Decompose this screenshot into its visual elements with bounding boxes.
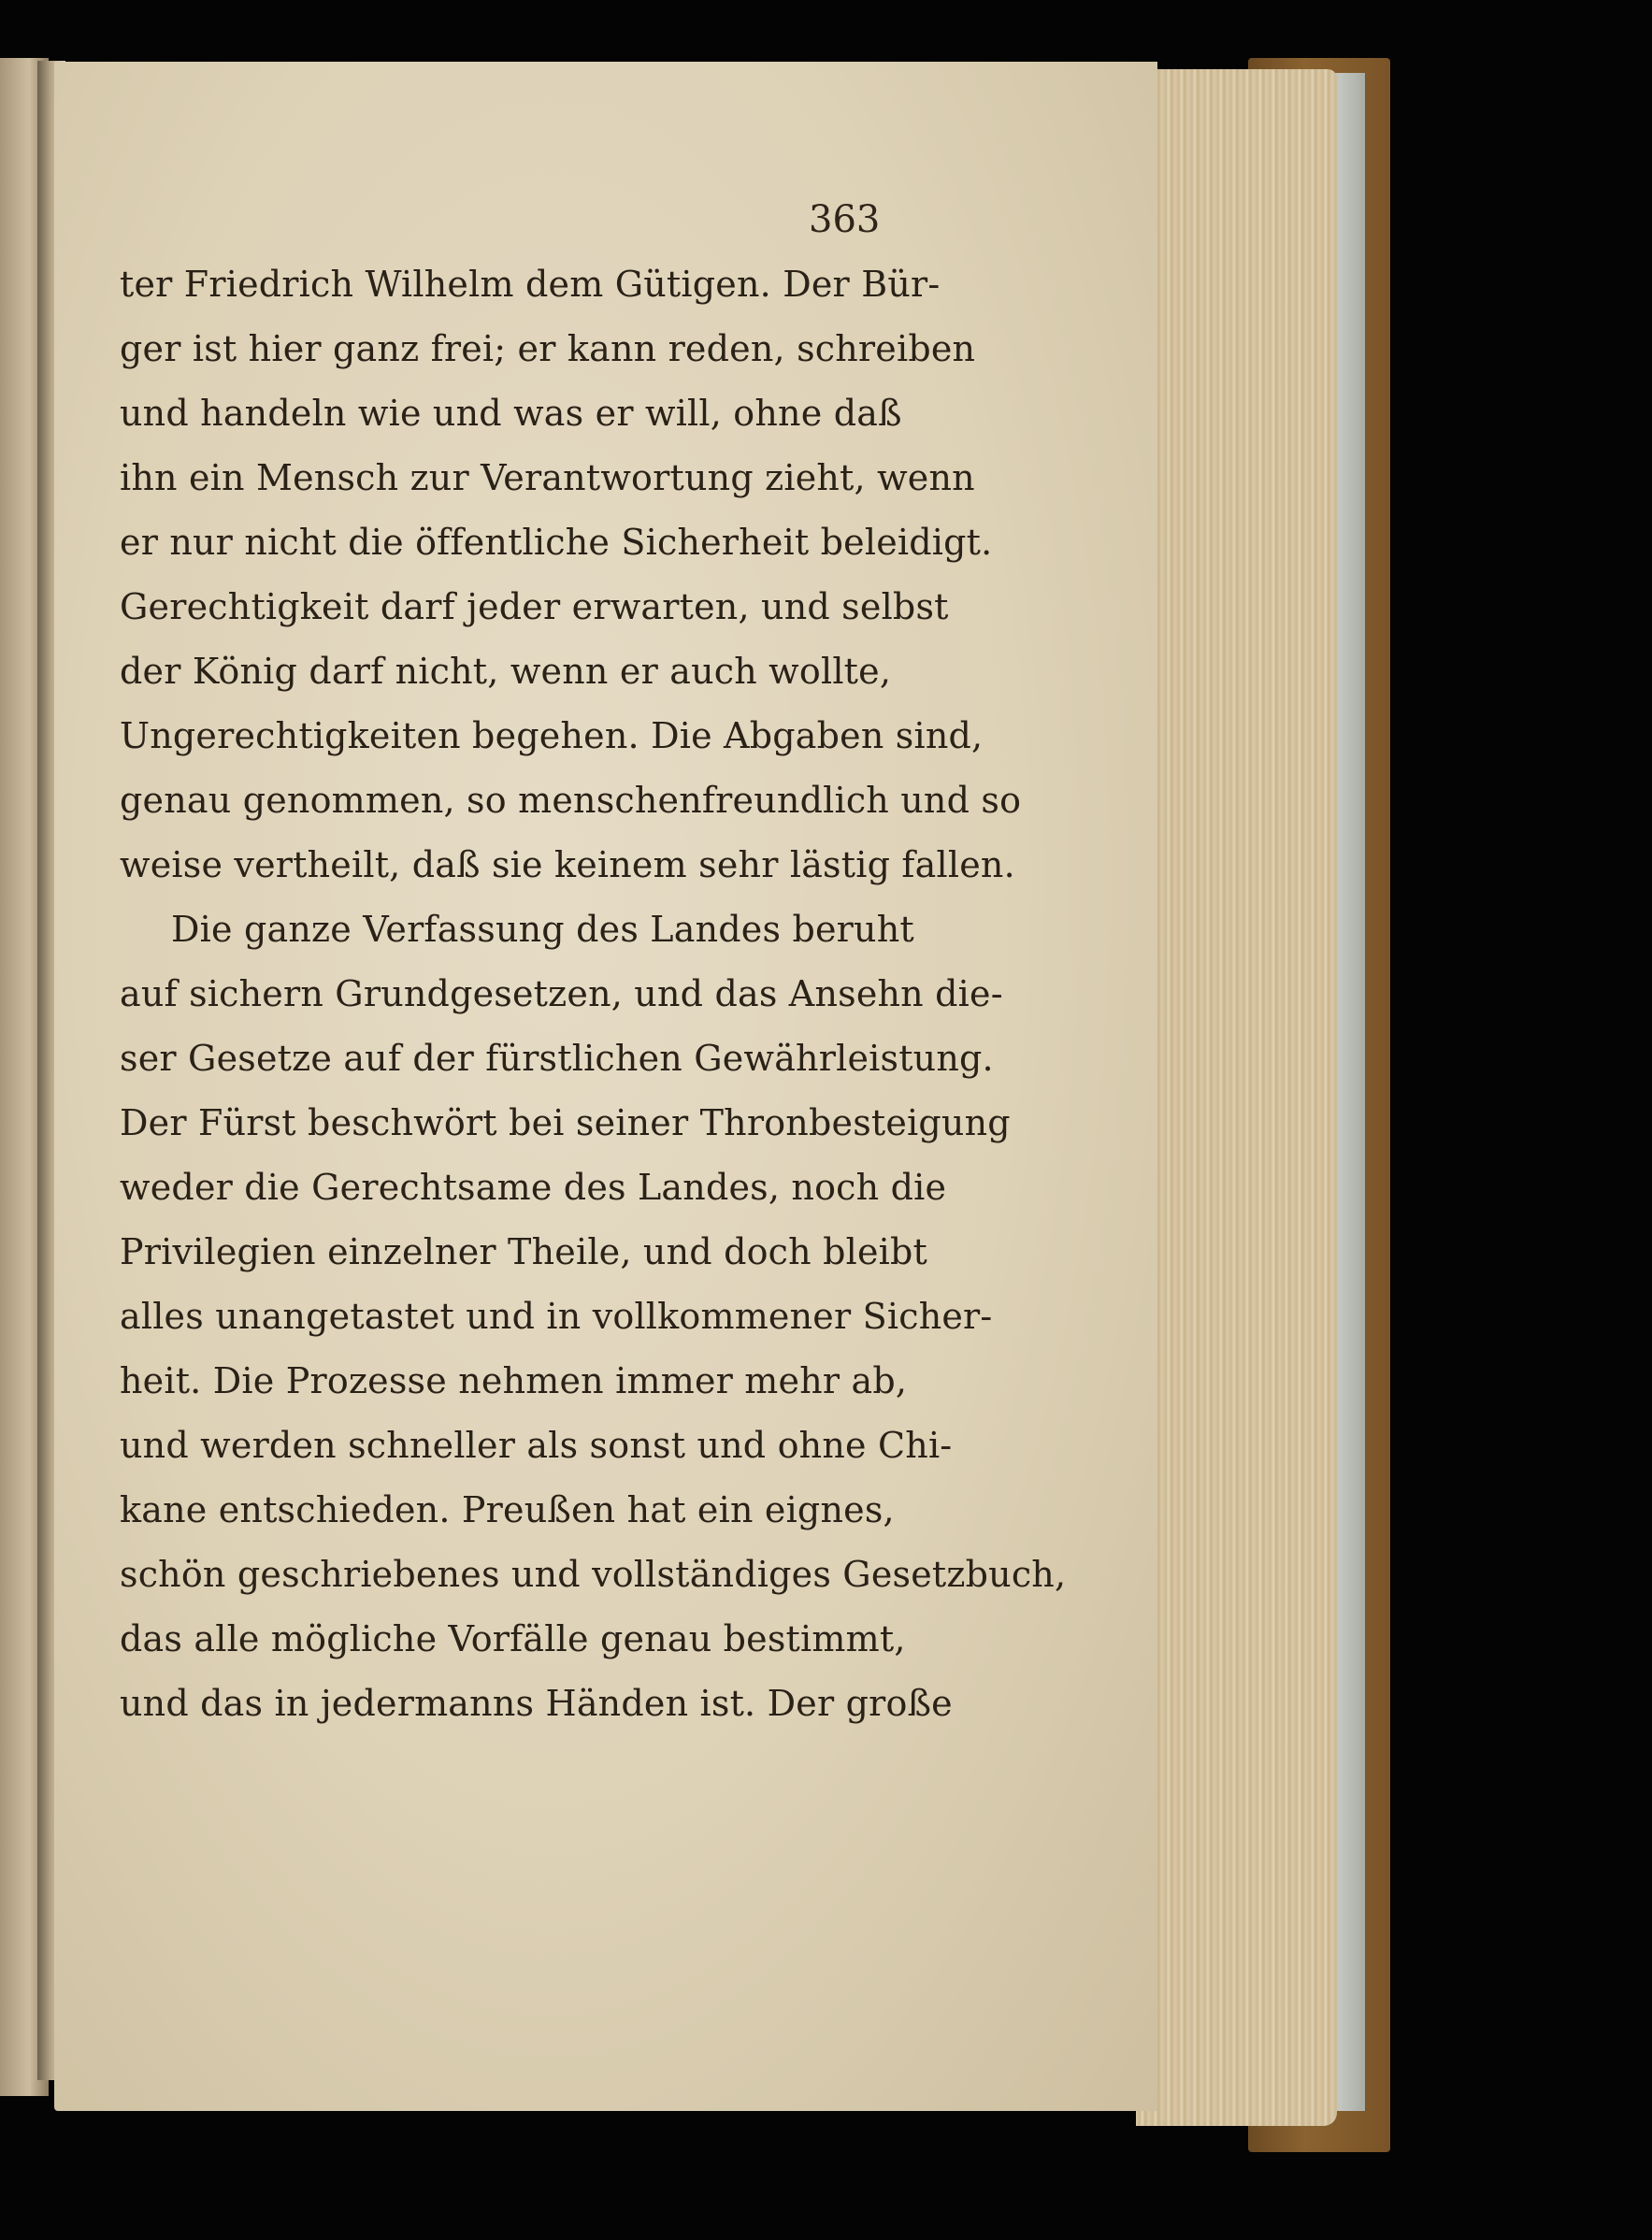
text-line: auf sichern Grundgesetzen, und das Ansehn die-	[120, 973, 1003, 1014]
text-line: heit. Die Prozesse nehmen immer mehr ab,	[120, 1360, 908, 1401]
text-line: der König darf nicht, wenn er auch wollte,	[120, 651, 892, 692]
text-line: Gerechtigkeit darf jeder erwarten, und selbst	[120, 586, 949, 627]
text-line: genau genommen, so menschenfreundlich und so	[120, 780, 1022, 821]
text-line: Der Fürst beschwört bei seiner Thronbesteigung	[120, 1102, 1011, 1143]
page-number: 363	[809, 198, 881, 241]
text-line: ger ist hier ganz frei; er kann reden, schreiben	[120, 328, 976, 369]
page-text-block	[120, 252, 1067, 1736]
text-line: Ungerechtigkeiten begehen. Die Abgaben sind,	[120, 715, 984, 756]
text-line: Die ganze Verfassung des Landes beruht	[171, 909, 914, 950]
text-line: ihn ein Mensch zur Verantwortung zieht, wenn	[120, 457, 975, 498]
text-line: und das in jedermanns Händen ist. Der große	[120, 1683, 953, 1724]
page-edges	[1136, 69, 1337, 2126]
text-line: weise vertheilt, daß sie keinem sehr lästig fallen.	[120, 844, 1015, 885]
text-line: er nur nicht die öffentliche Sicherheit beleidigt.	[120, 522, 993, 563]
text-line: schön geschriebenes und vollständiges Gesetzbuch,	[120, 1554, 1067, 1595]
text-line: weder die Gerechtsame des Landes, noch die	[120, 1167, 947, 1208]
text-line: alles unangetastet und in vollkommener Sicher-	[120, 1296, 993, 1337]
text-line: Privilegien einzelner Theile, und doch bleibt	[120, 1231, 928, 1272]
text-line: ser Gesetze auf der fürstlichen Gewährleistung.	[120, 1038, 994, 1079]
text-line: und handeln wie und was er will, ohne daß	[120, 393, 902, 434]
text-line: und werden schneller als sonst und ohne Chi-	[120, 1425, 953, 1466]
text-line: ter Friedrich Wilhelm dem Gütigen. Der Bür-	[120, 264, 941, 305]
text-line: kane entschieden. Preußen hat ein eignes,	[120, 1489, 895, 1530]
text-line: das alle mögliche Vorfälle genau bestimmt,	[120, 1618, 906, 1659]
